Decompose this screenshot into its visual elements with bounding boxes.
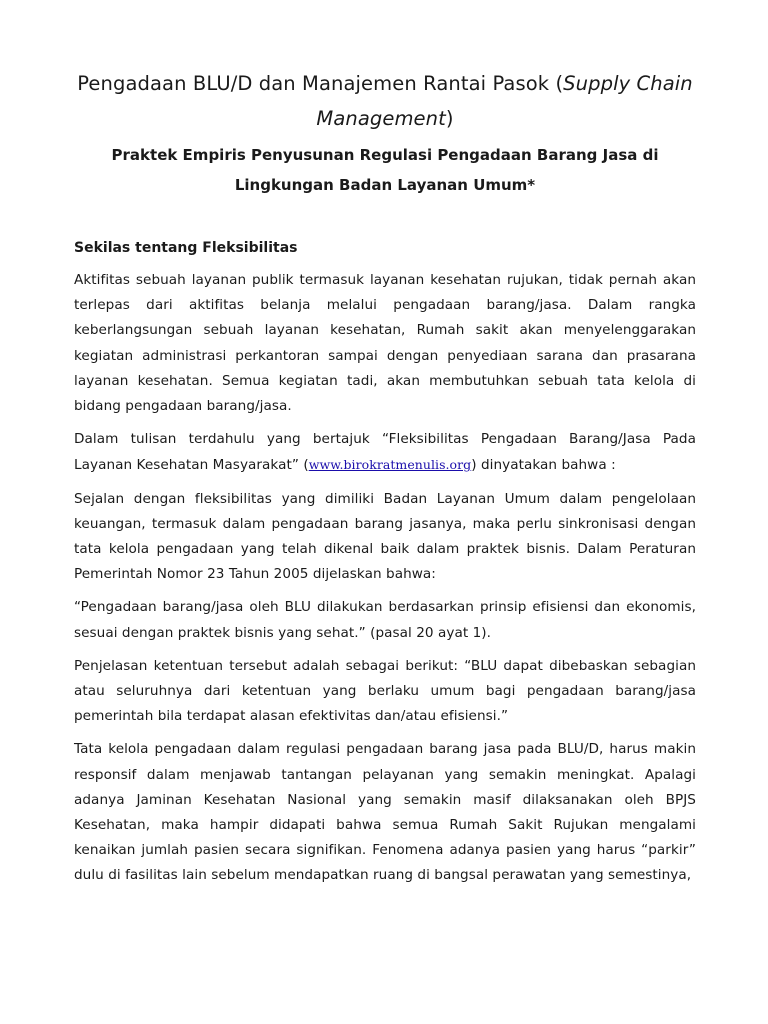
document-title [74, 66, 696, 136]
paragraph-1: Aktifitas sebuah layanan publik termasuk layanan kesehatan rujukan, tidak pernah akan terlepas dari aktifitas belanja melalui pengadaan barang/jasa. Dalam rangka keberlangsungan sebuah layanan kesehatan, Rumah sakit akan menyelenggarakan kegiatan administrasi perkantoran sampai dengan penyediaan sarana dan prasarana layanan kesehatan. Semua kegiatan tadi, akan membutuhkan sebuah tata kelola di bidang pengadaan barang/jasa. [74, 272, 696, 415]
document-subtitle: Praktek Empiris Penyusunan Regulasi Pengadaan Barang Jasa di Lingkungan Badan Layanan Umum* [111, 146, 659, 194]
paragraph-3: Sejalan dengan fleksibilitas yang dimiliki Badan Layanan Umum dalam pengelolaan keuangan, termasuk dalam pengadaan barang jasanya, maka perlu sinkronisasi dengan tata kelola pengadaan yang telah dikenal baik dalam praktek bisnis. Dalam Peraturan Pemerintah Nomor 23 Tahun 2005 dijelaskan bahwa: [74, 490, 696, 583]
paragraph-5: Penjelasan ketentuan tersebut adalah sebagai berikut: “BLU dapat dibebaskan sebagian atau seluruhnya dari ketentuan yang berlaku umum bagi pengadaan barang/jasa pemerintah bila terdapat alasan efektivitas dan/atau efisiensi.” [74, 657, 696, 725]
paragraph-2-text-b: ) dinyatakan bahwa : [471, 457, 616, 474]
paragraph-6: Tata kelola pengadaan dalam regulasi pengadaan barang jasa pada BLU/D, harus makin responsif dalam menjawab tantangan pelayanan yang semakin meningkat. Apalagi adanya Jaminan Kesehatan Nasional yang semakin masif dilaksanakan oleh BPJS Kesehatan, maka hampir didapati bahwa semua Rumah Sakit Rujukan mengalami kenaikan jumlah pasien secara signifikan. Fenomena adanya pasien yang harus “parkir” dulu di fasilitas lain sebelum mendapatkan ruang di bangsal perawatan yang semestinya, [74, 741, 696, 884]
paragraph-2 [74, 427, 696, 478]
title-italic-text: Supply Chain Management [316, 72, 693, 130]
section-heading: Sekilas tentang Fleksibilitas [74, 240, 298, 256]
birokratmenulis-link[interactable]: www.birokratmenulis.org [308, 457, 472, 473]
paragraph-2-text-a: Dalam tulisan terdahulu yang bertajuk “Fleksibilitas Pengadaan Barang/Jasa Pada Layanan Kesehatan Masyarakat” ( [74, 431, 696, 474]
paragraph-4-quote: “Pengadaan barang/jasa oleh BLU dilakukan berdasarkan prinsip efisiensi dan ekonomis, sesuai dengan praktek bisnis yang sehat.” (pasal 20 ayat 1). [74, 599, 696, 641]
title-close-paren: ) [445, 107, 454, 130]
title-text: Pengadaan BLU/D dan Manajemen Rantai Pasok ( [77, 72, 564, 95]
